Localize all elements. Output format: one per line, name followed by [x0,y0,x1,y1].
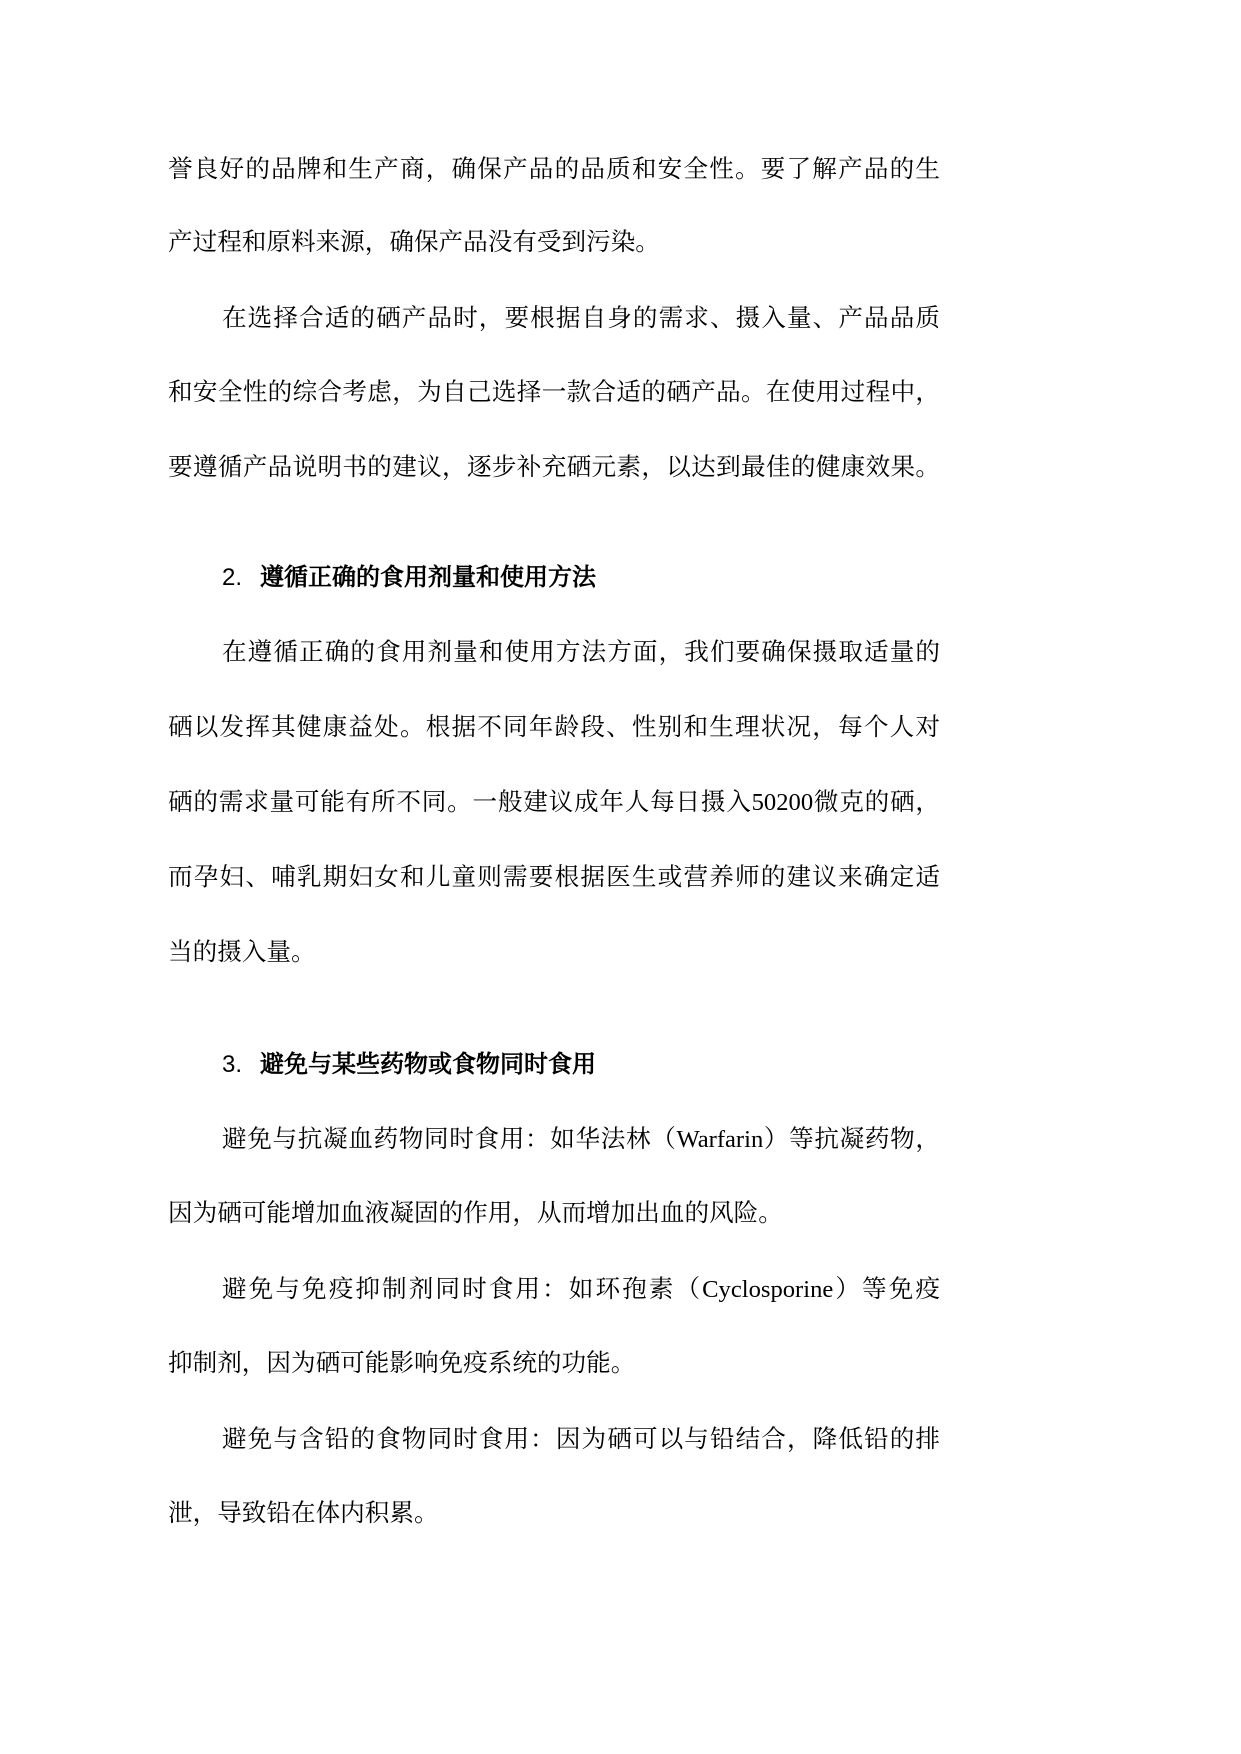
body-text-line: 誉良好的品牌和生产商，确保产品的品质和安全性。要了解产品的生 [168,156,940,183]
heading-title: 遵循正确的食用剂量和使用方法 [260,563,596,591]
body-text-line: 要遵循产品说明书的建议，逐步补充硒元素，以达到最佳的健康效果。 [168,454,940,481]
body-text-line: 避免与抗凝血药物同时食用：如华法林（Warfarin）等抗凝药物， [222,1126,940,1153]
heading-number: 3. [222,1051,243,1078]
heading-number: 2. [222,564,243,591]
body-text-line: 避免与免疫抑制剂同时食用：如环孢素（Cyclosporine）等免疫 [222,1276,940,1303]
body-text-line: 泄，导致铅在体内积累。 [168,1500,439,1527]
body-text-line: 当的摄入量。 [168,939,316,966]
body-text-line: 抑制剂，因为硒可能影响免疫系统的功能。 [168,1350,636,1377]
body-text-line: 而孕妇、哺乳期妇女和儿童则需要根据医生或营养师的建议来确定适 [168,864,940,891]
body-text-line: 硒以发挥其健康益处。根据不同年龄段、性别和生理状况，每个人对 [168,714,940,741]
body-text-line: 避免与含铅的食物同时食用：因为硒可以与铅结合，降低铅的排 [222,1426,940,1453]
body-text-line: 因为硒可能增加血液凝固的作用，从而增加出血的风险。 [168,1200,783,1227]
body-text-line: 和安全性的综合考虑，为自己选择一款合适的硒产品。在使用过程中， [168,379,940,406]
body-text-line: 硒的需求量可能有所不同。一般建议成年人每日摄入50200微克的硒， [168,789,940,816]
body-text-line: 在遵循正确的食用剂量和使用方法方面，我们要确保摄取适量的 [222,639,940,666]
body-text-line: 产过程和原料来源，确保产品没有受到污染。 [168,229,660,256]
body-text-line: 在选择合适的硒产品时，要根据自身的需求、摄入量、产品品质 [222,305,940,332]
section-heading [222,1044,596,1084]
section-heading [222,557,596,597]
heading-title: 避免与某些药物或食物同时食用 [260,1050,596,1078]
